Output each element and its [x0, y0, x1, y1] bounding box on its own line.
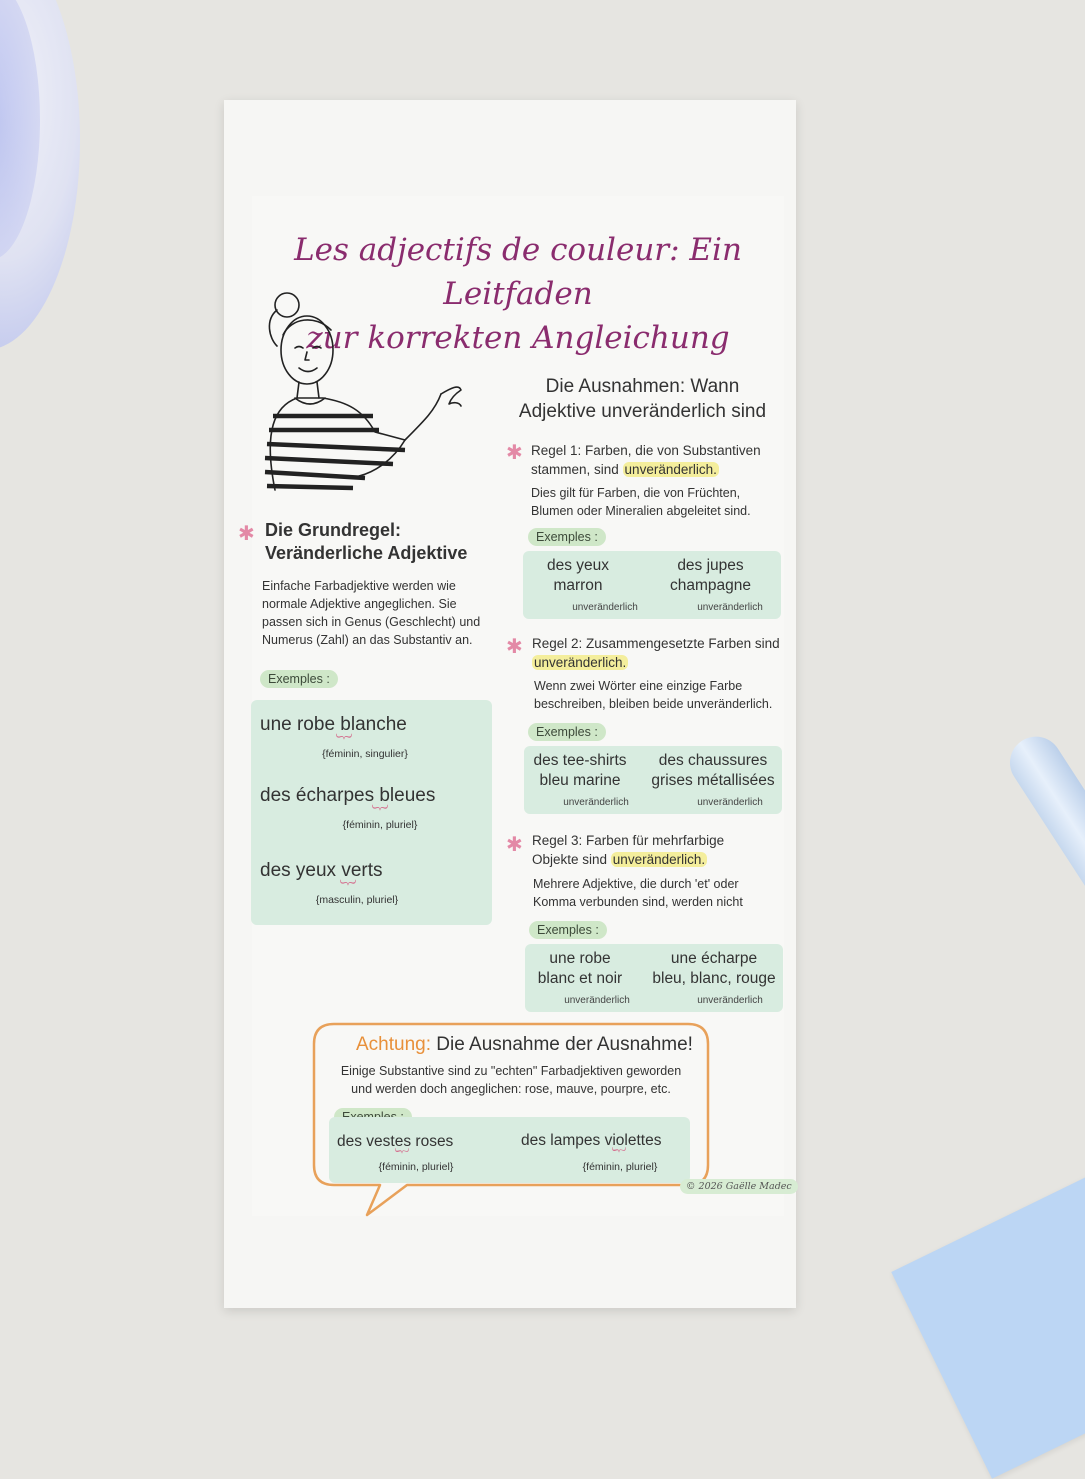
left-heading [265, 519, 495, 565]
example-prefix: une robe [260, 714, 341, 735]
grammar-label: {féminin, singulier} [322, 748, 408, 760]
invariable-tag: unveränderlich [572, 602, 638, 613]
rule-1-title [531, 441, 781, 479]
example-adjective: violettes [604, 1132, 662, 1149]
example-adjective: roses [415, 1133, 454, 1150]
examples-pill: Exemples : [260, 670, 338, 688]
example-item [523, 556, 633, 596]
warning-heading [356, 1034, 693, 1056]
warning-text-line-1: Einige Substantive sind zu "echten" Farbadjektiven geworden [340, 1064, 682, 1078]
brace-icon: ︸ [395, 1148, 409, 1164]
example-phrase [260, 860, 383, 882]
pen-decoration [1000, 727, 1085, 931]
rule-1-title-text: Regel 1: Farben, die von Substantiven stammen, sind [531, 443, 761, 477]
brace-icon: ︸ [612, 1147, 626, 1163]
invariable-tag: unveränderlich [564, 995, 630, 1006]
right-heading-line-1: Die Ausnahmen: Wann [545, 376, 740, 397]
invariable-tag: unveränderlich [563, 797, 629, 808]
sticky-notes-decoration [891, 1171, 1085, 1479]
example-prefix: des lampes [521, 1132, 605, 1149]
rule-1-highlight: unveränderlich. [624, 462, 717, 477]
grammar-label: {masculin, pluriel} [315, 894, 399, 906]
brace-icon: ︸ [336, 735, 353, 752]
title-line-1: Les adjectifs de couleur: Ein Leitfaden [294, 232, 742, 312]
rule-2-text: Wenn zwei Wörter eine einzige Farbe beschreiben, bleiben beide unveränderlich. [534, 679, 773, 711]
rule-3-title-text: Regel 3: Farben für mehrfarbige Objekte sind [532, 833, 725, 867]
example-adjective: verts [341, 860, 383, 881]
woman-illustration [255, 290, 470, 495]
example-phrase [521, 1132, 661, 1150]
example-line: des tee-shirts [533, 752, 627, 769]
example-adjective: blanche [340, 714, 407, 735]
left-rule-text: Einfache Farbadjektive werden wie normale Adjektive angeglichen. Sie passen sich in Genus (Geschlecht) und Numerus (Zahl) an das Substantiv an. [262, 579, 481, 647]
star-icon: ✱ [506, 636, 523, 658]
warning-text-line-2: und werden doch angeglichen: rose, mauve, pourpre, etc. [351, 1082, 671, 1096]
example-prefix: des vestes [337, 1133, 416, 1150]
example-item [648, 556, 773, 596]
star-icon: ✱ [506, 442, 523, 464]
invariable-tag: unveränderlich [697, 797, 763, 808]
star-icon: ✱ [238, 523, 255, 545]
example-item [650, 949, 778, 989]
example-line: grises métallisées [651, 772, 775, 789]
example-line: des jupes [677, 557, 744, 574]
grammar-label: {féminin, pluriel} [342, 819, 418, 831]
rule-2-title [532, 634, 782, 672]
examples-pill: Exemples : [529, 921, 607, 939]
star-icon: ✱ [506, 834, 523, 856]
left-heading-line-2: Veränderliche Adjektive [265, 543, 468, 563]
right-heading-line-2: Adjektive unveränderlich sind [518, 401, 767, 422]
achtung-label: Achtung: [356, 1034, 431, 1055]
example-line: des chaussures [658, 752, 768, 769]
rule-3-highlight: unveränderlich. [612, 852, 706, 867]
rule-3-title [532, 831, 762, 869]
title-line-2: zur korrekten Angleichung [306, 320, 730, 356]
rule-1-text: Dies gilt für Farben, die von Früchten, Blumen oder Mineralien abgeleitet sind. [531, 486, 751, 518]
grammar-label: {féminin, pluriel} [378, 1161, 454, 1173]
example-phrase [260, 714, 407, 736]
left-heading-line-1: Die Grundregel: [265, 520, 402, 540]
example-adjective: bleues [379, 785, 436, 806]
examples-pill: Exemples : [528, 528, 606, 546]
example-line: bleu, blanc, rouge [652, 970, 776, 987]
example-line: bleu marine [539, 772, 621, 789]
rule-2-highlight: unveränderlich. [534, 655, 627, 670]
invariable-tag: unveränderlich [697, 602, 763, 613]
example-item [525, 949, 635, 989]
example-prefix: des yeux [260, 860, 342, 881]
invariable-tag: unveränderlich [697, 995, 763, 1006]
warning-title: Die Ausnahme der Ausnahme! [436, 1034, 693, 1055]
warning-text [320, 1062, 702, 1098]
example-line: une écharpe [670, 950, 758, 967]
example-line: une robe [549, 950, 611, 967]
example-line: des yeux [546, 557, 610, 574]
grammar-label: {féminin, pluriel} [582, 1161, 658, 1173]
copyright-note: © 2026 Gaëlle Madec [680, 1179, 798, 1194]
example-item [524, 751, 636, 791]
example-phrase [260, 785, 435, 807]
brace-icon: ︸ [372, 806, 389, 823]
example-line: marron [553, 577, 603, 594]
example-line: blanc et noir [537, 970, 623, 987]
example-item [648, 751, 778, 791]
brace-icon: ︸ [340, 881, 357, 898]
right-heading [505, 374, 780, 424]
examples-pill: Exemples : [528, 723, 606, 741]
example-prefix: des écharpes [260, 785, 380, 806]
rule-2-title-text: Regel 2: Zusammengesetzte Farben sind [532, 636, 780, 651]
example-line: champagne [669, 577, 751, 594]
rule-3-text: Mehrere Adjektive, die durch 'et' oder Komma verbunden sind, werden nicht [533, 877, 743, 909]
